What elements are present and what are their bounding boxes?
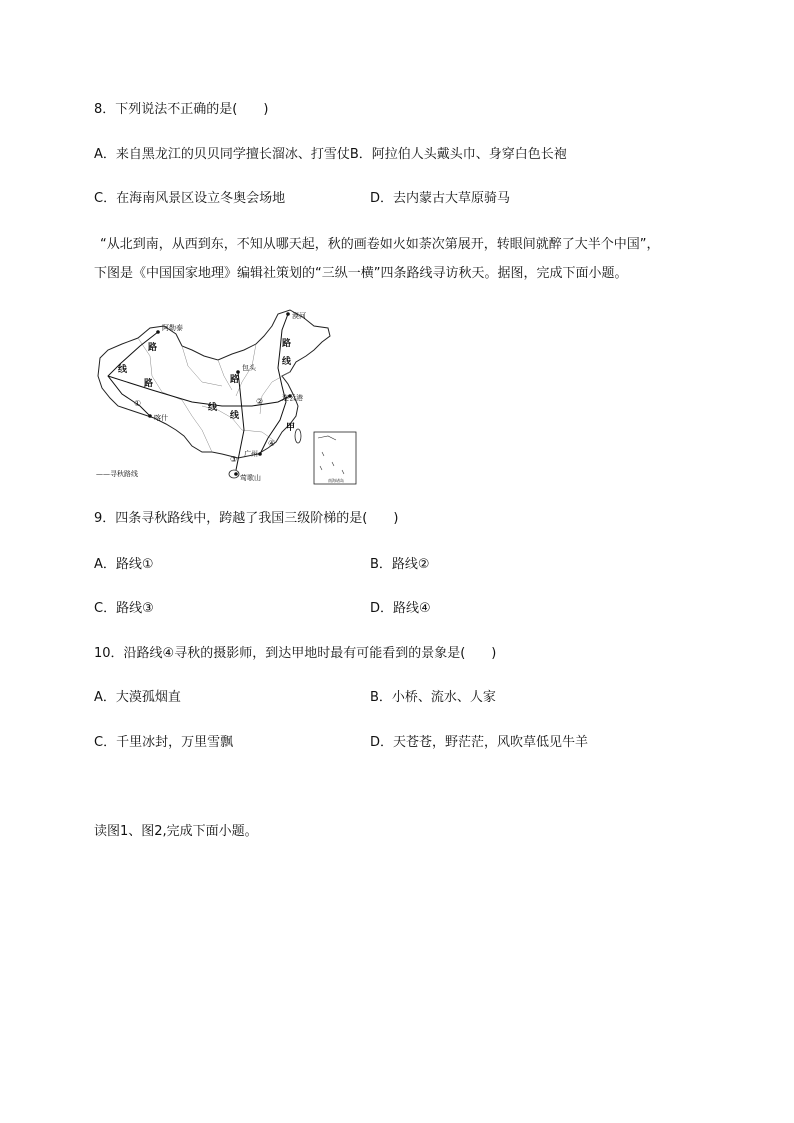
route-num-4: ④ — [268, 439, 276, 448]
q8-option-c: C．在海南风景区设立冬奥会场地 — [94, 191, 286, 206]
q10-stem: 10．沿路线④寻秋的摄影师，到达甲地时最有可能看到的景象是( ) — [94, 646, 497, 661]
china-route-map-svg — [92, 306, 360, 488]
south-sea-inset-label: 南海诸岛 — [328, 478, 344, 483]
route-char-lu-4: 路 — [282, 339, 292, 349]
map-legend: ——寻秋路线 — [96, 470, 138, 478]
label-mohe: 漠河 — [292, 312, 306, 320]
route-3-line — [236, 372, 244, 470]
route-char-lu-2: 路 — [144, 379, 154, 389]
route-char-lu-3: 路 — [230, 375, 240, 385]
closing-instruction: 读图1、图2,完成下面小题。 — [94, 824, 258, 839]
label-yingeling: 莺歌山 — [240, 474, 261, 482]
route-char-xian-4: 线 — [282, 357, 292, 367]
q9-option-b: B．路线② — [370, 557, 430, 572]
baotou-dot — [236, 370, 240, 374]
q10-option-d: D．天苍苍，野茫茫，风吹草低见牛羊 — [370, 735, 589, 750]
q10-option-c: C．千里冰封，万里雪飘 — [94, 735, 234, 750]
mohe-dot — [286, 312, 290, 316]
intro-line-2: 下图是《中国国家地理》编辑社策划的“三纵一横”四条路线寻访秋天。据图，完成下面小题。 — [94, 266, 628, 281]
altay-dot — [156, 330, 160, 334]
province-boundaries — [138, 338, 290, 452]
route-num-2: ② — [256, 397, 264, 406]
q10-option-b: B．小桥、流水、人家 — [370, 690, 496, 705]
label-kashgar: 喀什 — [154, 414, 168, 422]
china-route-map — [92, 306, 360, 488]
route-char-lu-1: 路 — [148, 343, 158, 353]
yingeling-dot — [234, 472, 238, 476]
label-guangzhou: 广州 — [244, 450, 258, 458]
route-num-3: ③ — [230, 455, 238, 464]
q9-option-d: D．路线④ — [370, 601, 431, 616]
label-altay: 阿勒泰 — [162, 324, 183, 332]
route-char-xian-1: 线 — [118, 365, 128, 375]
q10-option-a: A．大漠孤烟直 — [94, 690, 181, 705]
route-char-xian-3: 线 — [230, 411, 240, 421]
kashgar-dot — [148, 414, 152, 418]
q8-option-a-b: A．来自黑龙江的贝贝同学擅长溜冰、打雪仗B．阿拉伯人头戴头巾、身穿白色长袍 — [94, 147, 567, 162]
q8-stem: 8．下列说法不正确的是( ) — [94, 102, 269, 117]
label-jia: 甲 — [286, 423, 296, 433]
route-num-1: ① — [134, 399, 142, 408]
label-lianyungang: 连云港 — [282, 394, 303, 402]
q9-stem: 9．四条寻秋路线中，跨越了我国三级阶梯的是( ) — [94, 511, 399, 526]
route-char-xian-2: 线 — [208, 403, 218, 413]
label-baotou: 包头 — [242, 364, 256, 372]
intro-line-1: “从北到南，从西到东，不知从哪天起，秋的画卷如火如荼次第展开，转眼间就醉了大半个中国”， — [100, 237, 660, 252]
taiwan-island — [295, 429, 301, 443]
q8-option-d: D．去内蒙古大草原骑马 — [370, 191, 511, 206]
guangzhou-dot — [258, 452, 262, 456]
q9-option-c: C．路线③ — [94, 601, 154, 616]
q9-option-a: A．路线① — [94, 557, 154, 572]
